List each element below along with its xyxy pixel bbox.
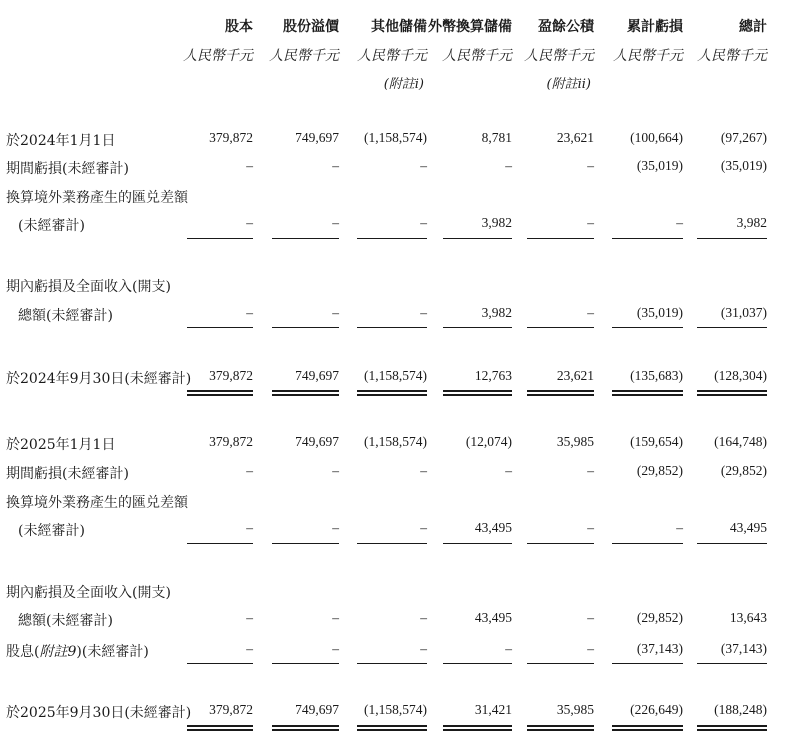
table-cell: –: [420, 463, 427, 478]
underline-single: [357, 663, 427, 664]
underline-single: [443, 238, 512, 239]
underline-single: [612, 543, 683, 544]
table-cell: (135,683): [630, 368, 683, 383]
column-header: 累計虧損: [627, 19, 683, 35]
row-label: 換算境外業務產生的匯兑差額: [6, 190, 188, 206]
table-cell: 35,985: [556, 434, 594, 449]
table-cell: –: [676, 215, 683, 230]
underline-double: [612, 729, 683, 731]
table-cell: (37,143): [636, 641, 683, 656]
table-cell: –: [505, 641, 512, 656]
column-unit: 人民幣千元: [183, 48, 253, 64]
underline-double: [272, 729, 339, 731]
column-header: 股份溢價: [283, 19, 339, 35]
underline-double: [527, 390, 594, 392]
table-cell: 43,495: [474, 520, 512, 535]
underline-double: [527, 725, 594, 727]
row-label: 於2024年9月30日(未經審計): [6, 371, 192, 387]
underline-single: [272, 327, 339, 328]
note-reference: 附註9: [39, 644, 77, 660]
table-cell: (1,158,574): [364, 702, 427, 717]
underline-single: [697, 238, 767, 239]
column-note: (附註i): [383, 77, 424, 92]
underline-single: [527, 238, 594, 239]
underline-double: [697, 394, 767, 396]
table-cell: –: [587, 305, 594, 320]
underline-single: [697, 543, 767, 544]
underline-double: [272, 725, 339, 727]
column-unit: 人民幣千元: [357, 48, 427, 64]
column-header: 外幣換算儲備: [428, 19, 512, 35]
column-header: 其他儲備: [371, 19, 427, 35]
row-label: (未經審計): [18, 218, 85, 234]
table-cell: 379,872: [209, 368, 253, 383]
table-cell: –: [332, 520, 339, 535]
table-cell: –: [587, 158, 594, 173]
column-unit: 人民幣千元: [613, 48, 683, 64]
underline-double: [612, 390, 683, 392]
table-cell: –: [332, 610, 339, 625]
row-label: 換算境外業務產生的匯兑差額: [6, 495, 188, 511]
table-cell: –: [505, 158, 512, 173]
underline-double: [357, 729, 427, 731]
underline-single: [357, 327, 427, 328]
underline-double: [443, 725, 512, 727]
underline-double: [443, 394, 512, 396]
underline-single: [612, 327, 683, 328]
table-cell: (100,664): [630, 130, 683, 145]
underline-double: [357, 394, 427, 396]
table-cell: 35,985: [556, 702, 594, 717]
underline-double: [272, 394, 339, 396]
underline-double: [612, 394, 683, 396]
table-cell: 43,495: [474, 610, 512, 625]
underline-single: [187, 327, 253, 328]
table-cell: –: [246, 520, 253, 535]
table-cell: 749,697: [295, 130, 339, 145]
table-cell: 749,697: [295, 368, 339, 383]
column-unit: 人民幣千元: [697, 48, 767, 64]
column-unit: 人民幣千元: [524, 48, 594, 64]
underline-double: [697, 729, 767, 731]
table-cell: 3,982: [481, 215, 512, 230]
table-cell: 3,982: [481, 305, 512, 320]
table-cell: 43,495: [729, 520, 767, 535]
row-label: 總額(未經審計): [18, 308, 113, 324]
column-header: 總計: [739, 19, 767, 35]
table-cell: (226,649): [630, 702, 683, 717]
table-cell: (37,143): [720, 641, 767, 656]
table-cell: –: [246, 463, 253, 478]
table-cell: (1,158,574): [364, 434, 427, 449]
table-cell: 23,621: [556, 130, 594, 145]
column-header: 盈餘公積: [538, 19, 594, 35]
table-cell: 749,697: [295, 434, 339, 449]
underline-single: [527, 327, 594, 328]
underline-double: [187, 394, 253, 396]
table-cell: (29,852): [636, 463, 683, 478]
table-cell: 23,621: [556, 368, 594, 383]
underline-double: [443, 729, 512, 731]
table-cell: 3,982: [736, 215, 767, 230]
row-label: 期間虧損(未經審計): [6, 466, 129, 482]
underline-single: [187, 543, 253, 544]
underline-double: [612, 725, 683, 727]
table-cell: 379,872: [209, 130, 253, 145]
table-cell: –: [246, 610, 253, 625]
table-cell: (35,019): [636, 305, 683, 320]
underline-single: [357, 238, 427, 239]
table-cell: –: [587, 641, 594, 656]
underline-double: [697, 390, 767, 392]
row-label: 於2025年9月30日(未經審計): [6, 705, 192, 721]
table-cell: –: [420, 610, 427, 625]
underline-double: [187, 725, 253, 727]
table-cell: –: [676, 520, 683, 535]
underline-single: [272, 663, 339, 664]
underline-single: [443, 327, 512, 328]
table-cell: (35,019): [636, 158, 683, 173]
row-label: 期內虧損及全面收入(開支): [6, 585, 171, 601]
underline-single: [443, 543, 512, 544]
table-cell: –: [420, 520, 427, 535]
row-label: 股息(附註9)(未經審計): [6, 644, 149, 660]
underline-double: [527, 729, 594, 731]
underline-double: [357, 725, 427, 727]
column-note: (附註ii): [546, 77, 591, 92]
underline-double: [187, 729, 253, 731]
column-unit: 人民幣千元: [442, 48, 512, 64]
table-cell: –: [420, 215, 427, 230]
table-cell: –: [332, 215, 339, 230]
underline-single: [612, 663, 683, 664]
underline-single: [443, 663, 512, 664]
table-cell: 13,643: [729, 610, 767, 625]
underline-single: [187, 663, 253, 664]
column-header: 股本: [225, 19, 253, 35]
table-cell: –: [505, 463, 512, 478]
underline-double: [697, 725, 767, 727]
row-label: 期內虧損及全面收入(開支): [6, 279, 171, 295]
row-label: (未經審計): [18, 523, 85, 539]
row-label: 總額(未經審計): [18, 613, 113, 629]
underline-double: [272, 390, 339, 392]
row-label: 期間虧損(未經審計): [6, 161, 129, 177]
row-label: 於2025年1月1日: [6, 437, 116, 453]
underline-single: [697, 327, 767, 328]
underline-single: [697, 663, 767, 664]
table-cell: –: [246, 158, 253, 173]
underline-single: [357, 543, 427, 544]
underline-single: [527, 663, 594, 664]
table-cell: 379,872: [209, 434, 253, 449]
underline-double: [187, 390, 253, 392]
table-cell: 379,872: [209, 702, 253, 717]
table-cell: 8,781: [481, 130, 512, 145]
column-unit: 人民幣千元: [269, 48, 339, 64]
table-cell: (128,304): [714, 368, 767, 383]
table-cell: –: [246, 215, 253, 230]
table-cell: –: [587, 610, 594, 625]
underline-single: [527, 543, 594, 544]
table-cell: 31,421: [474, 702, 512, 717]
table-cell: (29,852): [720, 463, 767, 478]
table-cell: –: [420, 641, 427, 656]
table-cell: (188,248): [714, 702, 767, 717]
row-label: 於2024年1月1日: [6, 133, 116, 149]
table-cell: 12,763: [474, 368, 512, 383]
table-cell: –: [332, 463, 339, 478]
underline-double: [443, 390, 512, 392]
underline-single: [272, 543, 339, 544]
underline-single: [272, 238, 339, 239]
table-cell: –: [332, 158, 339, 173]
underline-single: [187, 238, 253, 239]
underline-double: [527, 394, 594, 396]
table-cell: –: [587, 463, 594, 478]
table-cell: (35,019): [720, 158, 767, 173]
table-cell: –: [420, 305, 427, 320]
table-cell: –: [332, 305, 339, 320]
table-cell: –: [332, 641, 339, 656]
table-cell: (97,267): [720, 130, 767, 145]
table-cell: (159,654): [630, 434, 683, 449]
table-cell: 749,697: [295, 702, 339, 717]
table-cell: –: [246, 305, 253, 320]
underline-single: [612, 238, 683, 239]
table-cell: (1,158,574): [364, 130, 427, 145]
table-cell: –: [587, 520, 594, 535]
table-cell: (31,037): [720, 305, 767, 320]
table-cell: (29,852): [636, 610, 683, 625]
underline-double: [357, 390, 427, 392]
table-cell: –: [420, 158, 427, 173]
table-cell: –: [246, 641, 253, 656]
table-cell: (12,074): [465, 434, 512, 449]
table-cell: (164,748): [714, 434, 767, 449]
table-cell: (1,158,574): [364, 368, 427, 383]
table-cell: –: [587, 215, 594, 230]
